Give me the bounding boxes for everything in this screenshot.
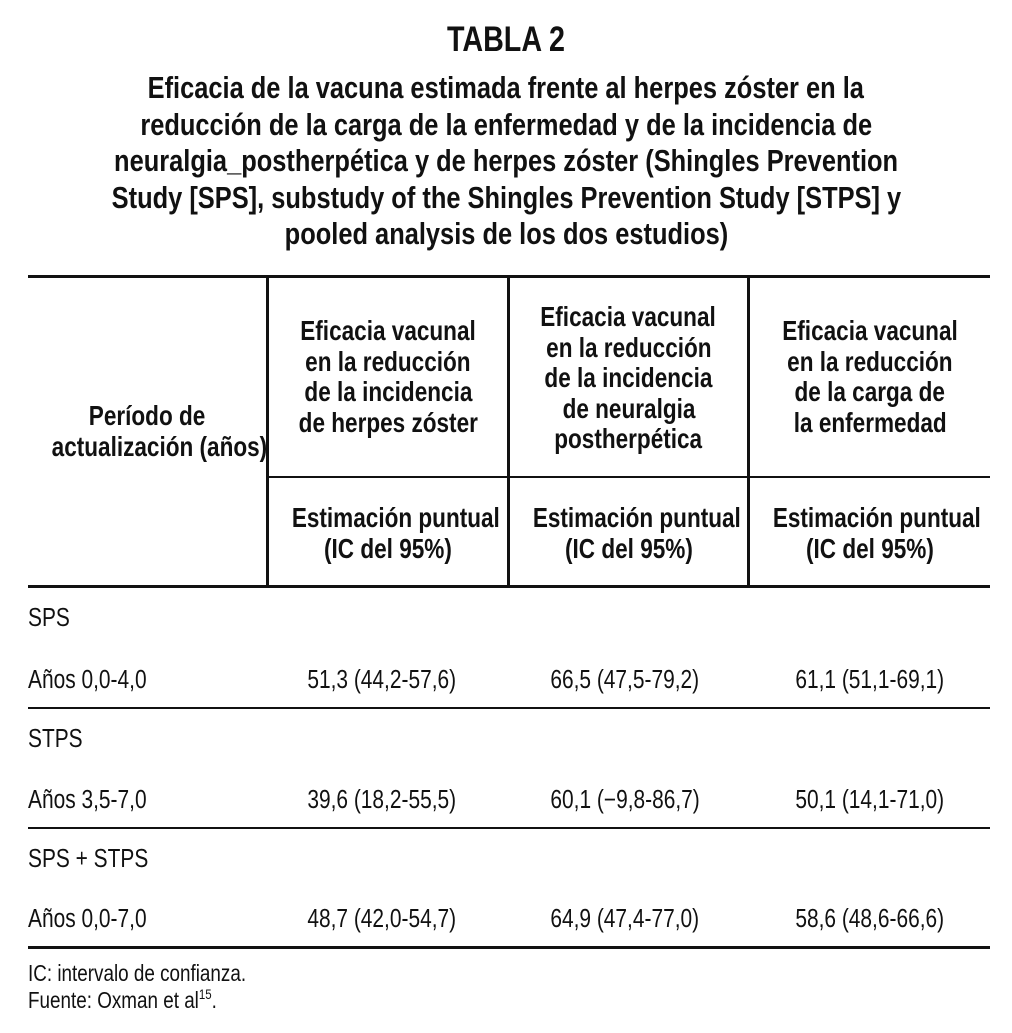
- subheader-estimate: Estimación puntual (IC del 95%): [291, 502, 500, 564]
- value-cell: 51,3 (44,2-57,6): [307, 666, 457, 694]
- value-cell: 39,6 (18,2-55,5): [307, 786, 457, 814]
- period-label: Años 0,0-4,0: [28, 666, 147, 694]
- group-divider: [28, 827, 990, 829]
- value-cell: 50,1 (14,1-71,0): [795, 786, 945, 814]
- period-label: Años 0,0-7,0: [28, 905, 147, 933]
- subheader-estimate: Estimación puntual (IC del 95%): [772, 502, 981, 564]
- group-divider: [28, 707, 990, 709]
- footnote-ic: IC: intervalo de confianza.: [28, 960, 247, 986]
- caption-line: Study [SPS], substudy of the Shingles Prevention Study [STPS] y: [111, 179, 901, 215]
- table-caption: [0, 70, 1012, 253]
- group-label: SPS + STPS: [28, 845, 149, 873]
- value-cell: 61,1 (51,1-69,1): [795, 666, 945, 694]
- value-cell: 48,7 (42,0-54,7): [307, 905, 457, 933]
- caption-line: Eficacia de la vacuna estimada frente al herpes zóster en la: [147, 70, 865, 105]
- table-title: TABLA 2: [446, 20, 565, 59]
- header-col-disease-burden: Eficacia vacunal en la reducción de la carga de la enfermedad: [782, 315, 958, 438]
- caption-line: neuralgia_postherpética y de herpes zóster (Shingles Prevention: [113, 143, 899, 178]
- reference-superscript: 15: [198, 986, 212, 1002]
- caption-line: reducción de la carga de la enfermedad y de la incidencia de: [140, 106, 872, 142]
- value-cell: 58,6 (48,6-66,6): [795, 905, 945, 933]
- value-cell: 60,1 (−9,8-86,7): [550, 786, 700, 814]
- header-col-incidence-herpes: Eficacia vacunal en la reducción de la incidencia de herpes zóster: [298, 315, 478, 438]
- caption-line: pooled analysis de los dos estudios): [284, 216, 728, 251]
- footnotes: [28, 960, 294, 1014]
- header-col-incidence-neuralgia: Eficacia vacunal en la reducción de la incidencia de neuralgia postherpética: [540, 301, 717, 454]
- value-cell: 66,5 (47,5-79,2): [550, 666, 700, 694]
- group-label: STPS: [28, 725, 83, 753]
- footnote-source: Fuente: Oxman et $al^{15}$.: [28, 986, 217, 1013]
- value-cell: 64,9 (47,4-77,0): [550, 905, 700, 933]
- group-label: SPS: [28, 604, 70, 632]
- header-mid-rule: [268, 476, 990, 478]
- header-period: Período de actualización (años): [51, 400, 268, 462]
- period-label: Años 3,5-7,0: [28, 786, 147, 814]
- subheader-estimate: Estimación puntual (IC del 95%): [532, 502, 741, 564]
- table-bottom-rule: [28, 946, 990, 949]
